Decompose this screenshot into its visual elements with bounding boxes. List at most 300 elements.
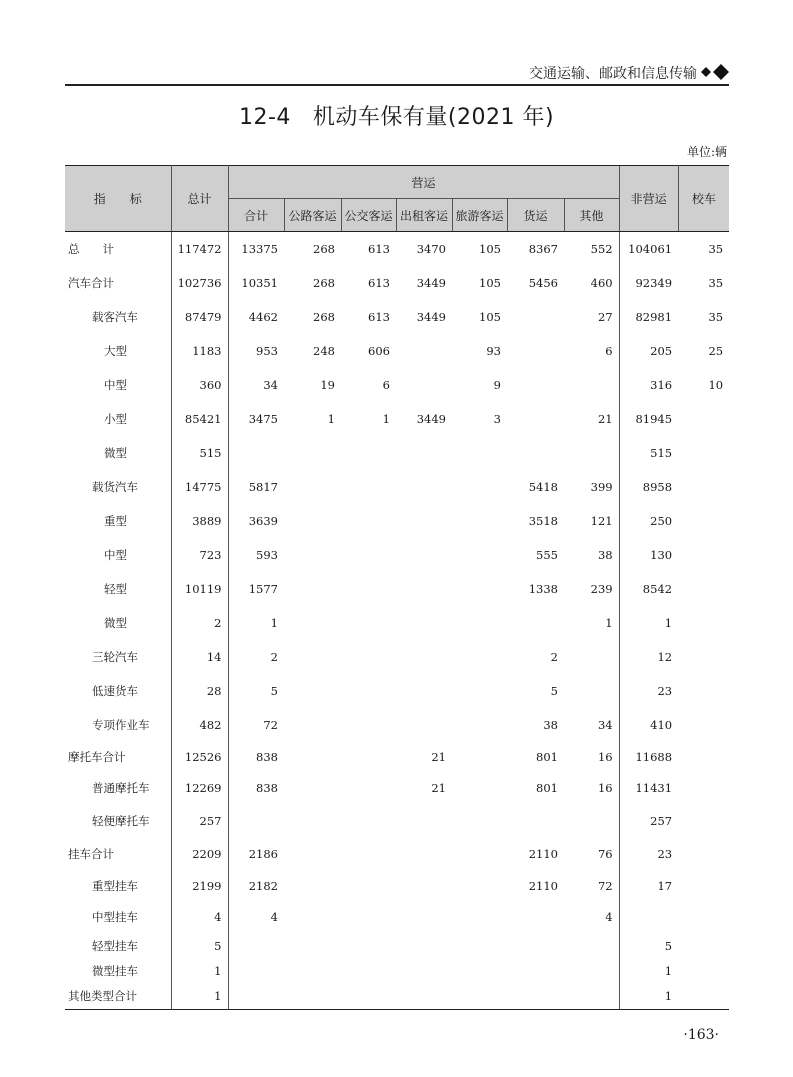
table-cell (619, 901, 678, 934)
table-cell: 552 (590, 241, 613, 256)
table-cell (452, 572, 507, 606)
table-cell (284, 959, 341, 984)
table-row (65, 742, 729, 773)
table-cell (396, 334, 452, 368)
table-cell: 27 (597, 309, 613, 324)
header-operating: 营运 (228, 166, 619, 199)
row-label: 中型 (65, 368, 171, 402)
table-cell (396, 984, 452, 1010)
table-row (65, 334, 729, 368)
row-label: 低速货车 (65, 674, 171, 708)
table-cell (452, 773, 507, 804)
header-operating-sub: 公路客运 (284, 199, 341, 232)
table-cell (678, 606, 729, 640)
header-operating-sub: 旅游客运 (452, 199, 507, 232)
table-cell (507, 436, 564, 470)
table-cell: 87479 (171, 300, 228, 334)
row-label: 重型 (65, 504, 171, 538)
row-label: 三轮汽车 (65, 640, 171, 674)
table-cell (678, 742, 729, 773)
table-cell: 399 (590, 479, 613, 494)
table-cell (341, 934, 396, 959)
table-row (65, 232, 729, 266)
table-cell: 3518 (528, 513, 558, 528)
table-cell (284, 773, 341, 804)
table-cell (284, 708, 341, 742)
table-cell (228, 934, 284, 959)
table-cell (564, 934, 619, 959)
table-cell: 23 (619, 838, 678, 871)
table-cell (678, 901, 729, 934)
table-cell: 613 (368, 275, 390, 290)
table-cell: 6 (382, 377, 390, 392)
header-operating-sub: 出租客运 (396, 199, 452, 232)
table-row (65, 300, 729, 334)
table-cell: 4 (605, 910, 613, 924)
table-cell: 1338 (528, 581, 558, 596)
table-cell (678, 470, 729, 504)
table-row (65, 538, 729, 572)
table-cell: 3889 (171, 504, 228, 538)
table-cell (678, 959, 729, 984)
table-cell: 2186 (248, 847, 278, 861)
table-cell: 1 (382, 411, 390, 426)
row-label: 微型 (65, 606, 171, 640)
table-cell: 23 (619, 674, 678, 708)
table-cell: 9 (493, 377, 501, 392)
table-cell: 10119 (171, 572, 228, 606)
table-cell: 34 (263, 377, 278, 392)
table-cell (341, 773, 396, 804)
table-cell: 1 (171, 959, 228, 984)
table-cell (507, 606, 564, 640)
table-cell: 72 (263, 717, 278, 732)
table-cell (341, 871, 396, 901)
unit-label: 单位:辆 (686, 145, 727, 159)
section-header: 交通运输、邮政和信息传输 (529, 66, 697, 82)
table-cell (341, 959, 396, 984)
table-cell: 1 (619, 959, 678, 984)
header-nonoperating: 非营运 (619, 166, 678, 232)
table-cell (452, 504, 507, 538)
table-cell: 3 (493, 411, 501, 426)
table-cell (452, 470, 507, 504)
table-cell (396, 368, 452, 402)
table-cell: 10 (708, 377, 724, 392)
row-label: 轻便摩托车 (65, 804, 171, 838)
table-cell (396, 504, 452, 538)
table-cell (284, 984, 341, 1010)
vehicle-ownership-table (65, 165, 729, 1010)
table-cell: 8958 (619, 470, 678, 504)
table-cell (396, 804, 452, 838)
header-total: 总计 (171, 166, 228, 232)
table-cell (678, 640, 729, 674)
table-cell: 3470 (416, 241, 446, 256)
table-cell (341, 572, 396, 606)
table-cell: 239 (590, 581, 613, 596)
row-label: 其他类型合计 (65, 984, 171, 1010)
data-table-wrapper (65, 165, 729, 1010)
table-cell (452, 538, 507, 572)
table-cell (564, 368, 619, 402)
table-cell (341, 640, 396, 674)
table-cell: 257 (171, 804, 228, 838)
table-cell (452, 838, 507, 871)
table-cell: 613 (368, 241, 390, 256)
table-cell (396, 538, 452, 572)
table-cell: 838 (256, 750, 278, 764)
table-cell: 460 (590, 275, 613, 290)
table-cell: 515 (171, 436, 228, 470)
table-cell: 3449 (416, 411, 446, 426)
table-cell (452, 804, 507, 838)
table-title: 机动车保有量(2021 年) (312, 105, 555, 130)
table-cell: 2110 (528, 878, 558, 893)
table-cell: 5 (619, 934, 678, 959)
table-row (65, 436, 729, 470)
table-cell (678, 934, 729, 959)
table-cell: 6 (605, 343, 613, 358)
table-cell: 1 (171, 984, 228, 1010)
table-cell (452, 742, 507, 773)
table-cell (396, 708, 452, 742)
header-indicator: 指 标 (65, 166, 171, 232)
table-cell (507, 959, 564, 984)
table-cell (452, 708, 507, 742)
page-number: ·163· (683, 1027, 719, 1043)
table-cell: 2 (171, 606, 228, 640)
table-cell (507, 368, 564, 402)
table-cell: 11688 (619, 742, 678, 773)
table-cell (284, 572, 341, 606)
table-row (65, 984, 729, 1010)
table-cell (452, 436, 507, 470)
table-cell: 5456 (528, 275, 558, 290)
table-cell: 801 (536, 781, 558, 795)
table-cell (396, 674, 452, 708)
table-cell: 5817 (248, 479, 278, 494)
table-cell (396, 470, 452, 504)
table-cell (341, 901, 396, 934)
table-cell (284, 470, 341, 504)
table-cell: 482 (171, 708, 228, 742)
table-cell: 1577 (248, 581, 278, 596)
table-cell: 4 (270, 910, 278, 924)
table-cell: 2 (270, 649, 278, 664)
row-label: 总 计 (65, 232, 171, 266)
table-cell: 38 (543, 717, 558, 732)
table-cell (678, 773, 729, 804)
table-cell (452, 674, 507, 708)
table-cell: 268 (313, 275, 335, 290)
table-cell (341, 804, 396, 838)
table-cell: 268 (313, 241, 335, 256)
table-cell (678, 838, 729, 871)
table-row (65, 572, 729, 606)
table-cell (284, 436, 341, 470)
table-cell (396, 959, 452, 984)
row-label: 中型挂车 (65, 901, 171, 934)
row-label: 小型 (65, 402, 171, 436)
table-cell: 2110 (528, 847, 558, 861)
table-cell: 92349 (619, 266, 678, 300)
table-cell (341, 504, 396, 538)
table-row (65, 674, 729, 708)
row-label: 专项作业车 (65, 708, 171, 742)
table-cell (678, 708, 729, 742)
table-cell: 85421 (171, 402, 228, 436)
header-operating-sub: 其他 (564, 199, 619, 232)
table-cell (564, 640, 619, 674)
table-cell (678, 871, 729, 901)
table-cell: 72 (597, 878, 613, 893)
table-cell (396, 640, 452, 674)
table-cell: 1183 (171, 334, 228, 368)
table-number: 12-4 (238, 105, 291, 130)
table-cell: 8367 (528, 241, 558, 256)
table-cell (452, 640, 507, 674)
table-cell: 12269 (171, 773, 228, 804)
table-cell: 28 (171, 674, 228, 708)
table-row (65, 871, 729, 901)
table-cell: 13375 (241, 241, 278, 256)
table-cell: 104061 (619, 232, 678, 266)
table-cell: 953 (256, 343, 278, 358)
table-cell (396, 934, 452, 959)
row-label: 摩托车合计 (65, 742, 171, 773)
table-cell: 14775 (171, 470, 228, 504)
table-cell (284, 640, 341, 674)
table-cell (341, 436, 396, 470)
table-cell: 12 (619, 640, 678, 674)
table-cell: 35 (708, 275, 724, 290)
table-cell: 1 (327, 411, 335, 426)
table-row (65, 402, 729, 436)
table-cell (396, 606, 452, 640)
table-cell (396, 838, 452, 871)
table-cell (507, 300, 564, 334)
table-cell (507, 334, 564, 368)
table-cell (678, 674, 729, 708)
table-cell: 2199 (171, 871, 228, 901)
table-cell (284, 871, 341, 901)
row-label: 汽车合计 (65, 266, 171, 300)
table-cell: 5 (550, 683, 558, 698)
table-cell: 5418 (528, 479, 558, 494)
table-cell (678, 984, 729, 1010)
table-cell (564, 804, 619, 838)
table-cell (341, 606, 396, 640)
table-row (65, 470, 729, 504)
table-cell: 2 (550, 649, 558, 664)
header-operating-sub: 货运 (507, 199, 564, 232)
header-rule (65, 84, 729, 86)
table-cell: 3449 (416, 309, 446, 324)
table-cell: 35 (708, 241, 724, 256)
table-cell (228, 804, 284, 838)
row-label: 微型 (65, 436, 171, 470)
table-cell: 606 (368, 343, 390, 358)
table-cell: 16 (597, 781, 613, 795)
table-cell: 410 (619, 708, 678, 742)
header-operating-sub: 合计 (228, 199, 284, 232)
table-cell (284, 838, 341, 871)
table-cell (396, 572, 452, 606)
table-cell (284, 606, 341, 640)
table-cell: 34 (597, 717, 613, 732)
table-cell: 723 (171, 538, 228, 572)
table-cell (678, 804, 729, 838)
table-row (65, 901, 729, 934)
table-cell: 4 (171, 901, 228, 934)
table-cell (341, 538, 396, 572)
table-cell: 25 (708, 343, 724, 358)
header-school-bus: 校车 (678, 166, 729, 232)
table-cell: 11431 (619, 773, 678, 804)
diamond-icon (701, 64, 731, 80)
table-cell: 117472 (171, 232, 228, 266)
table-cell: 515 (619, 436, 678, 470)
table-cell (284, 504, 341, 538)
table-cell (507, 934, 564, 959)
table-cell: 1 (605, 615, 613, 630)
table-cell: 593 (256, 547, 278, 562)
table-cell: 250 (619, 504, 678, 538)
table-cell (564, 674, 619, 708)
row-label: 载客汽车 (65, 300, 171, 334)
table-cell (678, 436, 729, 470)
table-cell (228, 436, 284, 470)
table-cell: 16 (597, 750, 613, 764)
row-label: 普通摩托车 (65, 773, 171, 804)
table-row (65, 773, 729, 804)
table-cell: 3639 (248, 513, 278, 528)
table-cell: 248 (313, 343, 335, 358)
row-label: 轻型 (65, 572, 171, 606)
table-cell (284, 934, 341, 959)
table-cell: 12526 (171, 742, 228, 773)
table-cell (228, 984, 284, 1010)
table-cell: 1 (270, 615, 278, 630)
table-row (65, 804, 729, 838)
table-cell (284, 674, 341, 708)
table-cell: 555 (536, 547, 558, 562)
table-cell (507, 402, 564, 436)
table-row (65, 838, 729, 871)
row-label: 重型挂车 (65, 871, 171, 901)
table-cell: 35 (708, 309, 724, 324)
table-cell: 613 (368, 309, 390, 324)
table-cell (678, 572, 729, 606)
table-cell: 102736 (171, 266, 228, 300)
table-cell (396, 436, 452, 470)
table-cell (507, 804, 564, 838)
table-cell: 82981 (619, 300, 678, 334)
table-cell: 8542 (619, 572, 678, 606)
table-cell: 38 (597, 547, 613, 562)
table-cell: 10351 (241, 275, 278, 290)
table-cell: 105 (479, 309, 501, 324)
table-cell (452, 959, 507, 984)
table-cell: 801 (536, 750, 558, 764)
table-cell: 1 (619, 984, 678, 1010)
table-cell: 2209 (171, 838, 228, 871)
table-cell (284, 804, 341, 838)
table-cell (341, 708, 396, 742)
table-cell: 360 (171, 368, 228, 402)
table-row (65, 368, 729, 402)
table-cell: 5 (171, 934, 228, 959)
table-cell (564, 959, 619, 984)
table-cell (678, 402, 729, 436)
table-cell (341, 742, 396, 773)
table-cell (341, 470, 396, 504)
table-cell (284, 901, 341, 934)
table-cell: 257 (619, 804, 678, 838)
table-cell: 3449 (416, 275, 446, 290)
row-label: 微型挂车 (65, 959, 171, 984)
table-cell (564, 984, 619, 1010)
table-cell (452, 606, 507, 640)
table-cell: 130 (619, 538, 678, 572)
table-cell (396, 871, 452, 901)
table-cell (341, 984, 396, 1010)
table-cell (396, 901, 452, 934)
page-title (0, 100, 793, 131)
table-cell: 17 (619, 871, 678, 901)
table-cell (284, 742, 341, 773)
table-cell (507, 984, 564, 1010)
table-row (65, 708, 729, 742)
table-cell (228, 959, 284, 984)
row-label: 中型 (65, 538, 171, 572)
table-cell (341, 838, 396, 871)
table-row (65, 266, 729, 300)
table-cell: 19 (320, 377, 335, 392)
table-cell (564, 436, 619, 470)
row-label: 轻型挂车 (65, 934, 171, 959)
table-cell (678, 538, 729, 572)
table-cell: 105 (479, 275, 501, 290)
table-cell (678, 504, 729, 538)
table-cell: 21 (597, 411, 613, 426)
table-cell: 21 (431, 781, 446, 795)
row-label: 大型 (65, 334, 171, 368)
row-label: 挂车合计 (65, 838, 171, 871)
table-row (65, 640, 729, 674)
table-cell: 1 (619, 606, 678, 640)
table-cell: 5 (270, 683, 278, 698)
table-cell: 105 (479, 241, 501, 256)
table-row (65, 606, 729, 640)
table-cell (452, 871, 507, 901)
table-cell: 205 (619, 334, 678, 368)
table-row (65, 934, 729, 959)
table-cell: 3475 (248, 411, 278, 426)
table-row (65, 959, 729, 984)
table-cell: 838 (256, 781, 278, 795)
row-label: 载货汽车 (65, 470, 171, 504)
table-cell (341, 674, 396, 708)
table-cell (452, 901, 507, 934)
table-cell: 121 (590, 513, 613, 528)
table-cell (452, 984, 507, 1010)
table-cell (452, 934, 507, 959)
table-cell (507, 901, 564, 934)
table-cell: 76 (597, 847, 613, 861)
table-cell: 316 (619, 368, 678, 402)
